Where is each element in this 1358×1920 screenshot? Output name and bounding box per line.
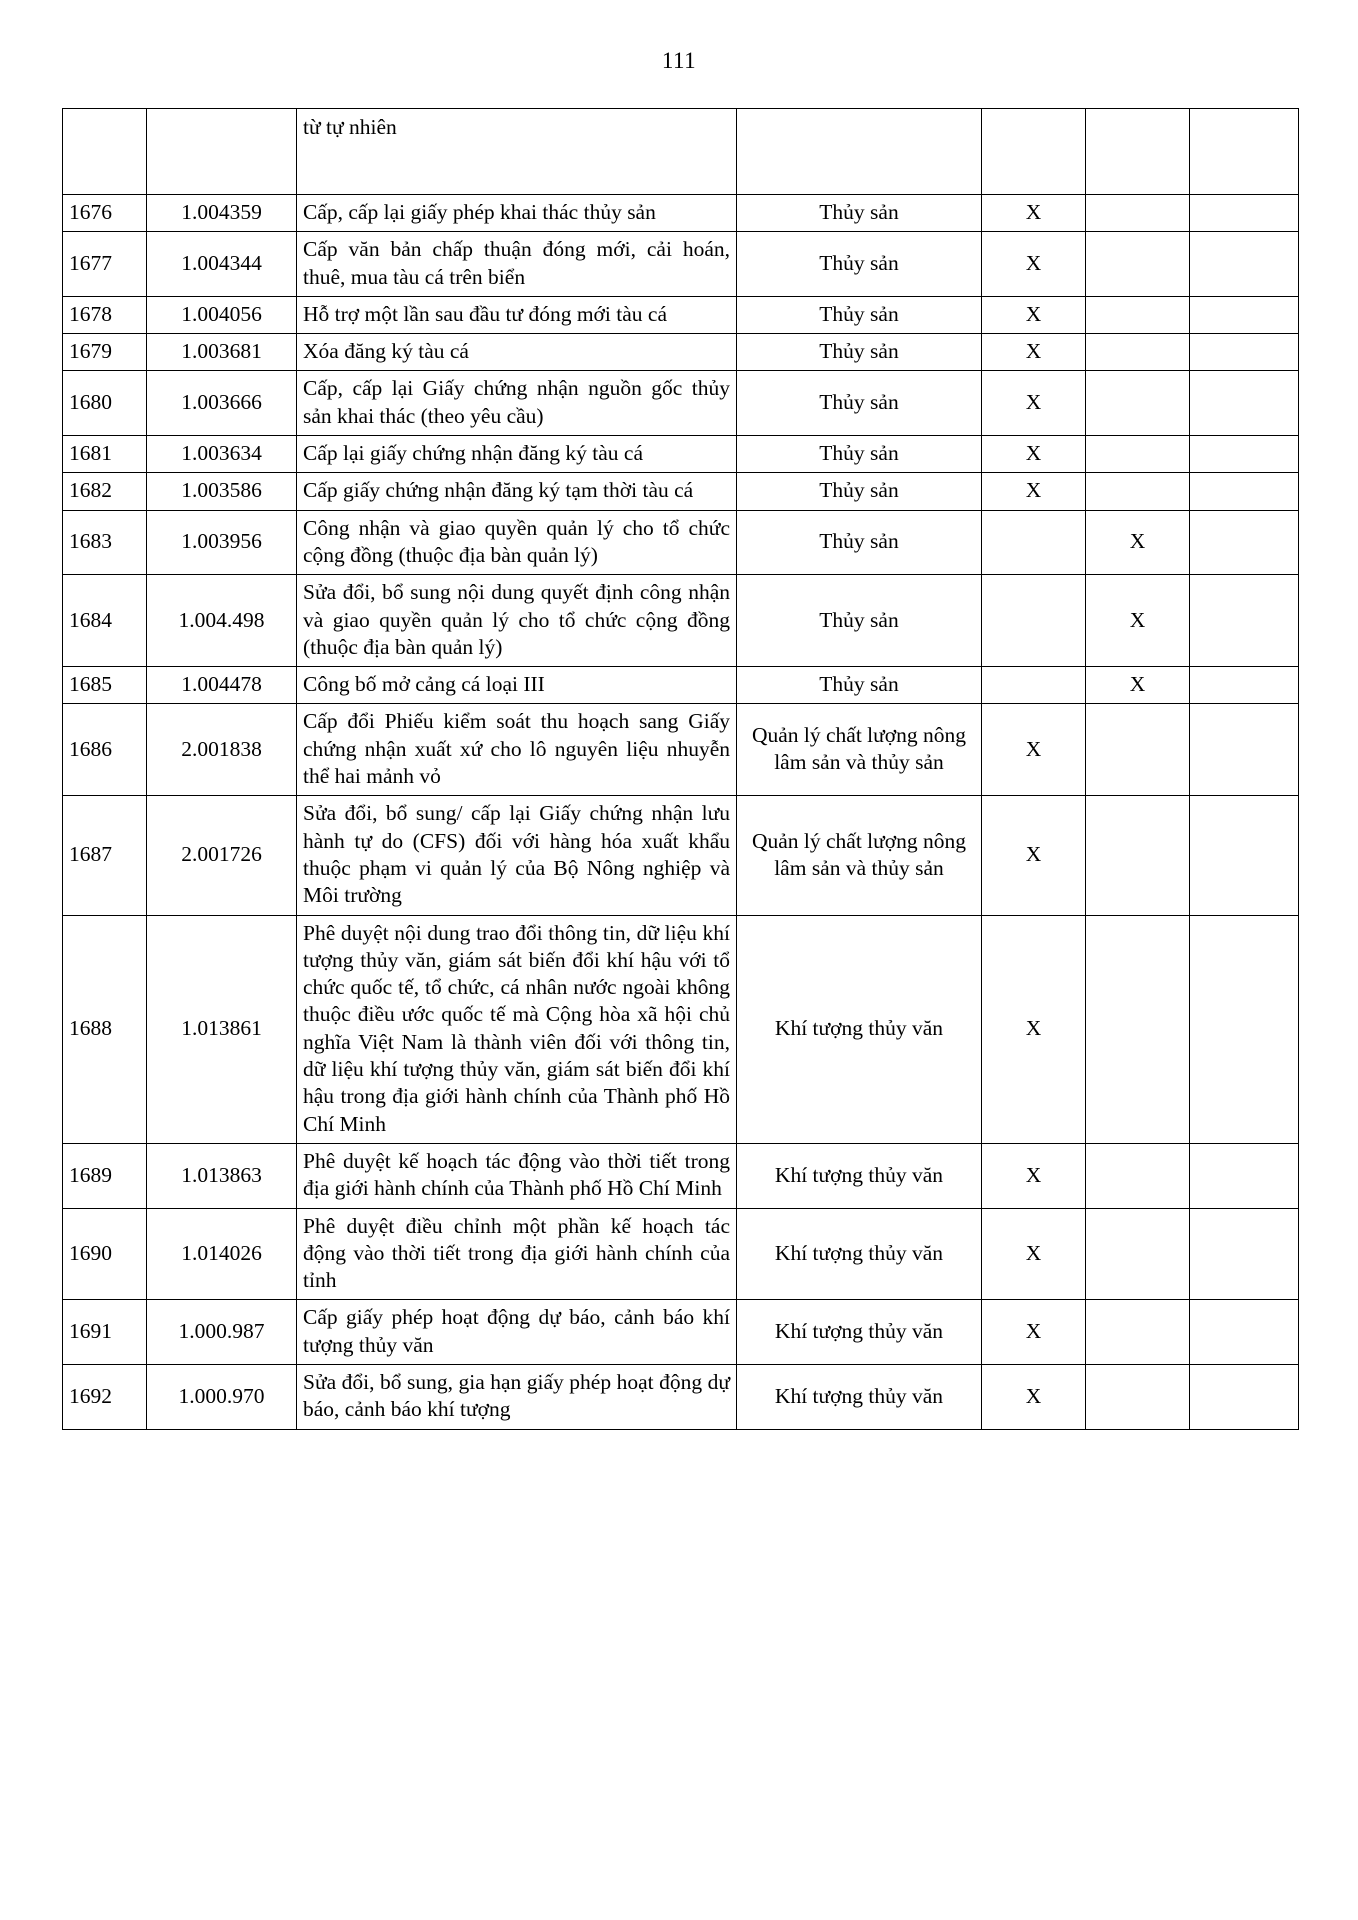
cell-code: 1.004359 — [147, 195, 297, 232]
cell-mark-level-3 — [1190, 436, 1299, 473]
cell-mark-level-2: X — [1086, 667, 1190, 704]
cell-code: 1.003634 — [147, 436, 297, 473]
cell-index: 1684 — [63, 575, 147, 667]
cell-index: 1678 — [63, 296, 147, 333]
cell-field: Thủy sản — [737, 232, 982, 297]
cell-mark-level-1: X — [982, 1208, 1086, 1300]
cell-mark-level-3 — [1190, 667, 1299, 704]
cell-code — [147, 109, 297, 195]
cell-field: Thủy sản — [737, 575, 982, 667]
cell-procedure-name: Cấp giấy phép hoạt động dự báo, cảnh báo khí tượng thủy văn — [297, 1300, 737, 1365]
cell-field: Thủy sản — [737, 371, 982, 436]
table-row — [63, 1364, 1299, 1429]
cell-field — [737, 109, 982, 195]
table-row — [63, 436, 1299, 473]
cell-mark-level-2 — [1086, 436, 1190, 473]
cell-index: 1682 — [63, 473, 147, 510]
cell-field: Thủy sản — [737, 296, 982, 333]
cell-code: 1.004.498 — [147, 575, 297, 667]
cell-index — [63, 109, 147, 195]
cell-mark-level-1: X — [982, 436, 1086, 473]
cell-field: Thủy sản — [737, 195, 982, 232]
cell-procedure-name: Cấp lại giấy chứng nhận đăng ký tàu cá — [297, 436, 737, 473]
cell-mark-level-1: X — [982, 334, 1086, 371]
table-row — [63, 1300, 1299, 1365]
cell-mark-level-3 — [1190, 296, 1299, 333]
cell-mark-level-3 — [1190, 371, 1299, 436]
cell-mark-level-1: X — [982, 1143, 1086, 1208]
cell-mark-level-1: X — [982, 796, 1086, 915]
cell-index: 1680 — [63, 371, 147, 436]
cell-code: 1.003666 — [147, 371, 297, 436]
table-row — [63, 296, 1299, 333]
cell-field: Khí tượng thủy văn — [737, 1300, 982, 1365]
cell-mark-level-2 — [1086, 1143, 1190, 1208]
cell-code: 1.013863 — [147, 1143, 297, 1208]
cell-code: 1.014026 — [147, 1208, 297, 1300]
cell-index: 1690 — [63, 1208, 147, 1300]
cell-mark-level-3 — [1190, 796, 1299, 915]
table-row — [63, 334, 1299, 371]
cell-mark-level-1: X — [982, 915, 1086, 1143]
cell-procedure-name: Cấp giấy chứng nhận đăng ký tạm thời tàu cá — [297, 473, 737, 510]
cell-procedure-name: Cấp đổi Phiếu kiểm soát thu hoạch sang Giấy chứng nhận xuất xứ cho lô nguyên liệu nhuyễn thể hai mảnh vỏ — [297, 704, 737, 796]
cell-mark-level-1 — [982, 667, 1086, 704]
cell-mark-level-1 — [982, 109, 1086, 195]
table-row — [63, 1208, 1299, 1300]
cell-mark-level-3 — [1190, 195, 1299, 232]
cell-index: 1687 — [63, 796, 147, 915]
page-number: 111 — [661, 48, 697, 73]
cell-code: 1.003586 — [147, 473, 297, 510]
cell-code: 1.003956 — [147, 510, 297, 575]
cell-mark-level-3 — [1190, 1143, 1299, 1208]
cell-mark-level-2 — [1086, 296, 1190, 333]
table-row — [63, 473, 1299, 510]
cell-mark-level-1: X — [982, 473, 1086, 510]
cell-code: 1.013861 — [147, 915, 297, 1143]
cell-mark-level-2 — [1086, 109, 1190, 195]
cell-index: 1688 — [63, 915, 147, 1143]
table-row — [63, 796, 1299, 915]
cell-mark-level-1 — [982, 510, 1086, 575]
cell-mark-level-2 — [1086, 473, 1190, 510]
cell-field: Khí tượng thủy văn — [737, 915, 982, 1143]
cell-mark-level-3 — [1190, 915, 1299, 1143]
cell-field: Thủy sản — [737, 436, 982, 473]
table-row — [63, 1143, 1299, 1208]
cell-code: 2.001838 — [147, 704, 297, 796]
cell-index: 1683 — [63, 510, 147, 575]
cell-field: Thủy sản — [737, 667, 982, 704]
cell-mark-level-3 — [1190, 1364, 1299, 1429]
cell-procedure-name: Phê duyệt nội dung trao đổi thông tin, dữ liệu khí tượng thủy văn, giám sát biến đổi khí hậu với tổ chức quốc tế, tổ chức, cá nhân nước ngoài không thuộc điều ước quốc tế mà Cộng hòa xã hội chủ nghĩa Việt Nam là thành viên đối với thông tin, dữ liệu khí tượng thủy văn, giám sát biến đổi khí hậu trong địa giới hành chính của Thành phố Hồ Chí Minh — [297, 915, 737, 1143]
cell-procedure-name: Cấp văn bản chấp thuận đóng mới, cải hoán, thuê, mua tàu cá trên biển — [297, 232, 737, 297]
cell-field: Thủy sản — [737, 473, 982, 510]
cell-mark-level-1: X — [982, 371, 1086, 436]
cell-procedure-name: Sửa đổi, bổ sung/ cấp lại Giấy chứng nhận lưu hành tự do (CFS) đối với hàng hóa xuất khẩu thuộc phạm vi quản lý của Bộ Nông nghiệp và Môi trường — [297, 796, 737, 915]
cell-mark-level-2 — [1086, 1208, 1190, 1300]
table-row — [63, 915, 1299, 1143]
cell-procedure-name: Sửa đổi, bổ sung nội dung quyết định công nhận và giao quyền quản lý cho tổ chức cộng đồng (thuộc địa bàn quản lý) — [297, 575, 737, 667]
cell-field: Quản lý chất lượng nông lâm sản và thủy sản — [737, 796, 982, 915]
cell-code: 1.004478 — [147, 667, 297, 704]
table-row — [63, 195, 1299, 232]
cell-mark-level-3 — [1190, 334, 1299, 371]
cell-procedure-name: từ tự nhiên — [297, 109, 737, 195]
cell-index: 1692 — [63, 1364, 147, 1429]
cell-mark-level-1 — [982, 575, 1086, 667]
cell-code: 1.004056 — [147, 296, 297, 333]
cell-mark-level-3 — [1190, 704, 1299, 796]
table-container — [0, 108, 1358, 1430]
cell-index: 1677 — [63, 232, 147, 297]
cell-mark-level-2 — [1086, 371, 1190, 436]
cell-procedure-name: Phê duyệt kế hoạch tác động vào thời tiết trong địa giới hành chính của Thành phố Hồ Chí Minh — [297, 1143, 737, 1208]
cell-mark-level-1: X — [982, 296, 1086, 333]
cell-mark-level-1: X — [982, 704, 1086, 796]
cell-mark-level-1: X — [982, 1300, 1086, 1365]
cell-mark-level-3 — [1190, 575, 1299, 667]
cell-field: Quản lý chất lượng nông lâm sản và thủy sản — [737, 704, 982, 796]
cell-field: Thủy sản — [737, 334, 982, 371]
cell-code: 1.000.987 — [147, 1300, 297, 1365]
cell-mark-level-1: X — [982, 232, 1086, 297]
cell-code: 1.000.970 — [147, 1364, 297, 1429]
table-row — [63, 667, 1299, 704]
cell-mark-level-3 — [1190, 1300, 1299, 1365]
cell-mark-level-3 — [1190, 109, 1299, 195]
table-row — [63, 510, 1299, 575]
cell-index: 1676 — [63, 195, 147, 232]
cell-index: 1686 — [63, 704, 147, 796]
cell-mark-level-3 — [1190, 473, 1299, 510]
cell-field: Khí tượng thủy văn — [737, 1143, 982, 1208]
cell-procedure-name: Cấp, cấp lại giấy phép khai thác thủy sản — [297, 195, 737, 232]
cell-mark-level-2 — [1086, 915, 1190, 1143]
cell-mark-level-2 — [1086, 704, 1190, 796]
cell-mark-level-2 — [1086, 232, 1190, 297]
cell-mark-level-2 — [1086, 1364, 1190, 1429]
cell-index: 1679 — [63, 334, 147, 371]
table-row — [63, 232, 1299, 297]
cell-mark-level-2 — [1086, 195, 1190, 232]
cell-field: Khí tượng thủy văn — [737, 1208, 982, 1300]
table-row — [63, 109, 1299, 195]
cell-index: 1689 — [63, 1143, 147, 1208]
cell-mark-level-2: X — [1086, 575, 1190, 667]
cell-procedure-name: Hỗ trợ một lần sau đầu tư đóng mới tàu cá — [297, 296, 737, 333]
cell-mark-level-2 — [1086, 334, 1190, 371]
cell-code: 2.001726 — [147, 796, 297, 915]
cell-procedure-name: Công bố mở cảng cá loại III — [297, 667, 737, 704]
table-row — [63, 371, 1299, 436]
cell-procedure-name: Cấp, cấp lại Giấy chứng nhận nguồn gốc thủy sản khai thác (theo yêu cầu) — [297, 371, 737, 436]
administrative-procedures-table — [62, 108, 1299, 1430]
table-row — [63, 704, 1299, 796]
cell-mark-level-2 — [1086, 1300, 1190, 1365]
cell-mark-level-3 — [1190, 1208, 1299, 1300]
cell-procedure-name: Sửa đổi, bổ sung, gia hạn giấy phép hoạt động dự báo, cảnh báo khí tượng — [297, 1364, 737, 1429]
cell-mark-level-2 — [1086, 796, 1190, 915]
cell-mark-level-1: X — [982, 1364, 1086, 1429]
cell-index: 1691 — [63, 1300, 147, 1365]
cell-index: 1681 — [63, 436, 147, 473]
cell-procedure-name: Phê duyệt điều chỉnh một phần kế hoạch tác động vào thời tiết trong địa giới hành chính của tỉnh — [297, 1208, 737, 1300]
cell-mark-level-3 — [1190, 510, 1299, 575]
cell-code: 1.004344 — [147, 232, 297, 297]
cell-mark-level-3 — [1190, 232, 1299, 297]
cell-field: Thủy sản — [737, 510, 982, 575]
cell-procedure-name: Công nhận và giao quyền quản lý cho tổ chức cộng đồng (thuộc địa bàn quản lý) — [297, 510, 737, 575]
cell-index: 1685 — [63, 667, 147, 704]
cell-mark-level-1: X — [982, 195, 1086, 232]
table-row — [63, 575, 1299, 667]
cell-procedure-name: Xóa đăng ký tàu cá — [297, 334, 737, 371]
cell-code: 1.003681 — [147, 334, 297, 371]
cell-field: Khí tượng thủy văn — [737, 1364, 982, 1429]
cell-mark-level-2: X — [1086, 510, 1190, 575]
table-body — [63, 109, 1299, 1430]
